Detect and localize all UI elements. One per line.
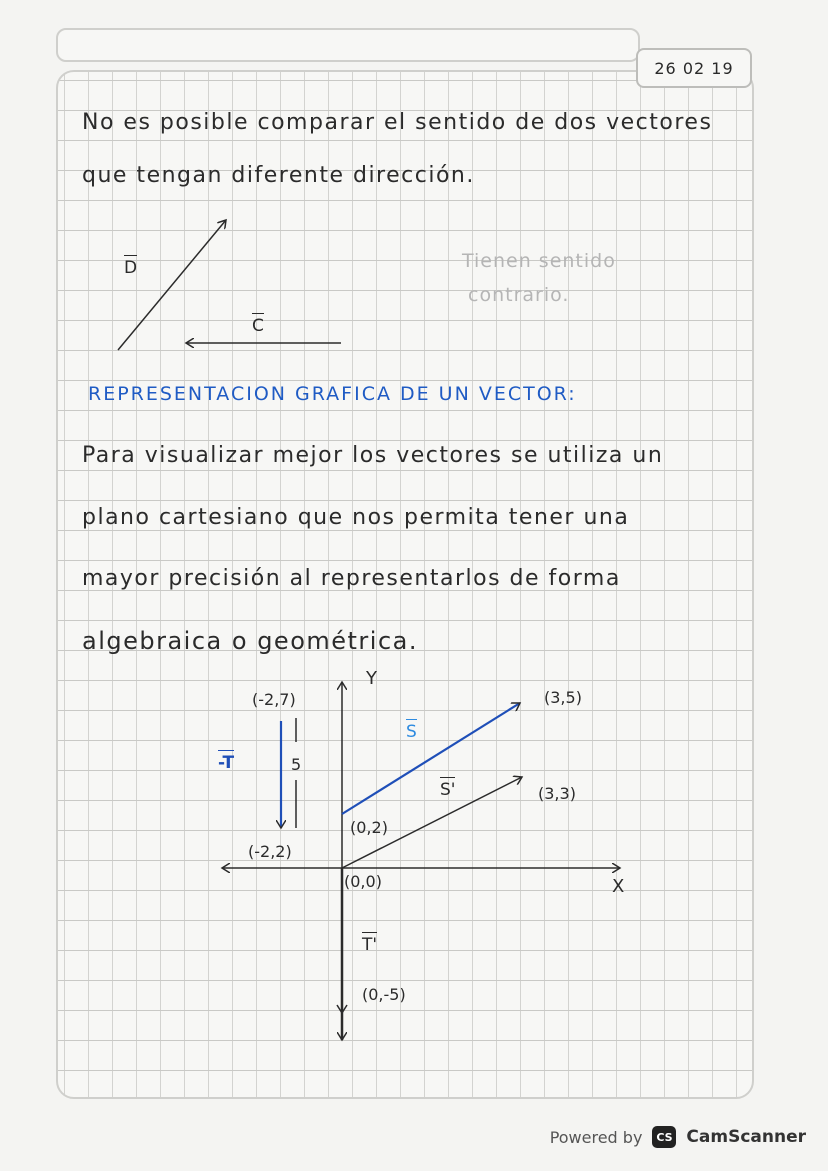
camscanner-watermark [550, 1126, 806, 1148]
point-label: (3,3) [538, 784, 576, 803]
point-label: (0,2) [350, 818, 388, 837]
point-label: (0,-5) [362, 985, 406, 1004]
note-line-2: que tengan diferente dirección. [82, 163, 475, 188]
paragraph-line-2: plano cartesiano que nos permita tener una [82, 505, 630, 530]
vector-s-arrow [342, 703, 520, 814]
magnitude-label: 5 [291, 755, 302, 774]
note-line-1: No es posible comparar el sentido de dos vectores [82, 110, 713, 135]
camscanner-logo-icon: CS [652, 1126, 676, 1148]
x-axis-label: X [612, 876, 625, 897]
point-label: (3,5) [544, 688, 582, 707]
y-axis-label: Y [366, 668, 377, 689]
vector-s-label: S [406, 722, 417, 742]
vector-s-prime-label: S' [440, 780, 456, 800]
point-label: (-2,2) [248, 842, 292, 861]
side-note-2: contrario. [468, 284, 570, 306]
side-note-1: Tienen sentido [462, 250, 616, 272]
date-box: 26 02 19 [636, 48, 752, 88]
vector-c-label: C [252, 316, 264, 336]
powered-by-text: Powered by [549, 1127, 643, 1147]
vector-neg-t-label: -T [218, 753, 235, 773]
point-label: (-2,7) [252, 690, 296, 709]
point-label: (0,0) [344, 872, 382, 891]
camscanner-brand: CamScanner [686, 1127, 806, 1147]
paragraph-line-3: mayor precisión al representarlos de forma [82, 566, 621, 591]
vector-d-label: D [124, 258, 138, 278]
vector-d-arrow [118, 220, 226, 350]
section-title: REPRESENTACION GRAFICA DE UN VECTOR: [88, 383, 577, 405]
paragraph-line-4: algebraica o geométrica. [82, 627, 418, 655]
vector-t-prime-label: T' [362, 935, 378, 955]
paragraph-line-1: Para visualizar mejor los vectores se utiliza un [82, 443, 664, 468]
